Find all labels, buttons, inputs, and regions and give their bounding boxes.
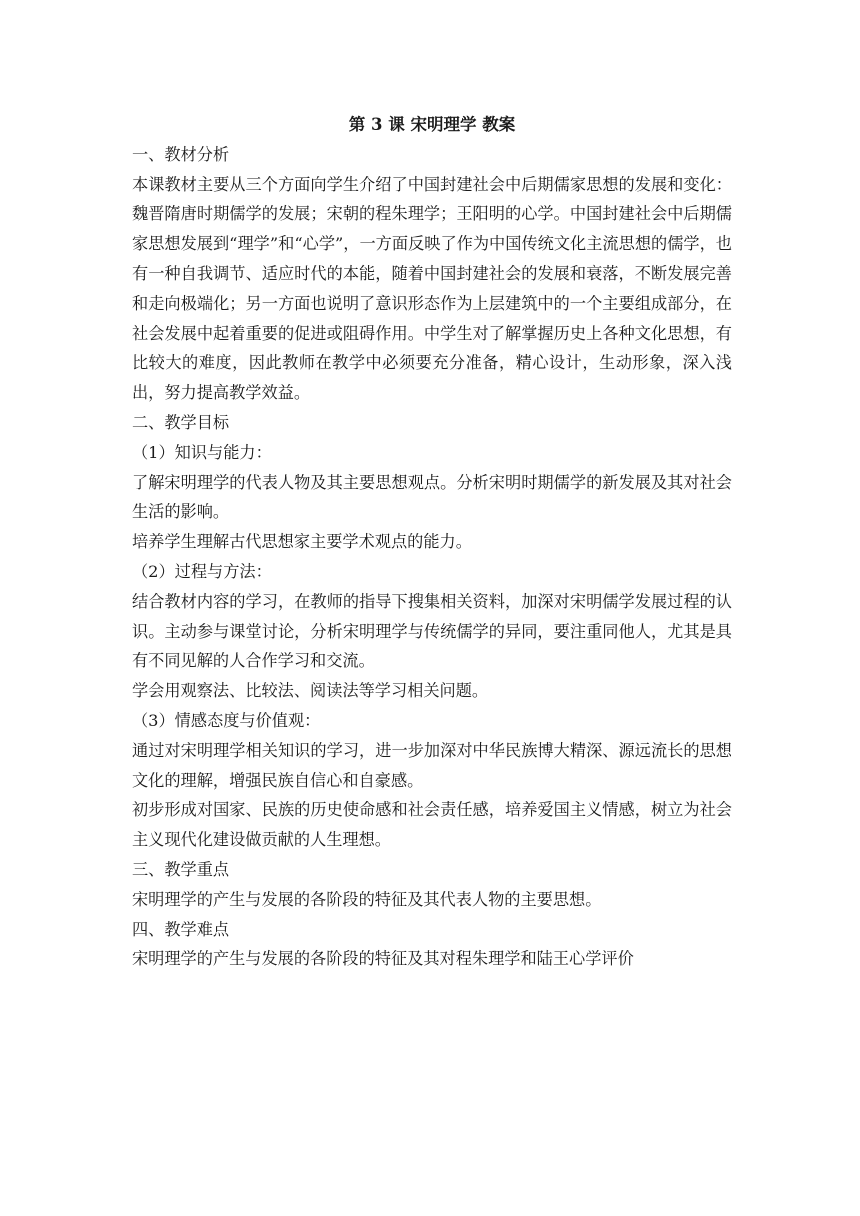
document-page xyxy=(132,110,732,974)
section-heading-teaching-goals: 二、教学目标 xyxy=(132,412,230,432)
document-title: 第 3 课 宋明理学 教案 xyxy=(348,115,516,134)
emotion-values-paragraph-2: 初步形成对国家、民族的历史使命感和社会责任感，培养爱国主义情感，树立为社会主义现代化建设做贡献的人生理想。 xyxy=(132,800,732,850)
section-heading-textbook-analysis: 一、教材分析 xyxy=(132,144,230,164)
process-method-paragraph-2: 学会用观察法、比较法、阅读法等学习相关问题。 xyxy=(132,681,489,701)
section-heading-difficulties: 四、教学难点 xyxy=(132,919,230,939)
knowledge-ability-paragraph-1: 了解宋明理学的代表人物及其主要思想观点。分析宋明时期儒学的新发展及其对社会生活的影响。 xyxy=(132,472,732,522)
subheading-emotion-values: （3）情感态度与价值观： xyxy=(132,710,321,730)
difficulties-paragraph: 宋明理学的产生与发展的各阶段的特征及其对程朱理学和陆王心学评价 xyxy=(132,949,634,969)
knowledge-ability-paragraph-2: 培养学生理解古代思想家主要学术观点的能力。 xyxy=(132,532,472,552)
subheading-process-method: （2）过程与方法： xyxy=(132,561,272,581)
key-points-paragraph: 宋明理学的产生与发展的各阶段的特征及其代表人物的主要思想。 xyxy=(132,889,602,909)
subheading-knowledge-ability: （1）知识与能力： xyxy=(132,442,272,462)
textbook-analysis-paragraph: 本课教材主要从三个方面向学生介绍了中国封建社会中后期儒家思想的发展和变化：魏晋隋唐时期儒学的发展；宋朝的程朱理学；王阳明的心学。中国封建社会中后期儒家思想发展到“理学”和“心学”，一方面反映了作为中国传统文化主流思想的儒学，也有一种自我调节、适应时代的本能，随着中国封建社会的发展和衰落，不断发展完善和走向极端化；另一方面也说明了意识形态作为上层建筑中的一个主要组成部分，在社会发展中起着重要的促进或阻碍作用。中学生对了解掌握历史上各种文化思想，有比较大的难度，因此教师在教学中必须要充分准备，精心设计，生动形象，深入浅出，努力提高教学效益。 xyxy=(132,174,732,403)
process-method-paragraph-1: 结合教材内容的学习，在教师的指导下搜集相关资料，加深对宋明儒学发展过程的认识。主动参与课堂讨论，分析宋明理学与传统儒学的异同，要注重同他人，尤其是具有不同见解的人合作学习和交流。 xyxy=(132,591,732,671)
section-heading-key-points: 三、教学重点 xyxy=(132,859,230,879)
emotion-values-paragraph-1: 通过对宋明理学相关知识的学习，进一步加深对中华民族博大精深、源远流长的思想文化的理解，增强民族自信心和自豪感。 xyxy=(132,740,732,790)
